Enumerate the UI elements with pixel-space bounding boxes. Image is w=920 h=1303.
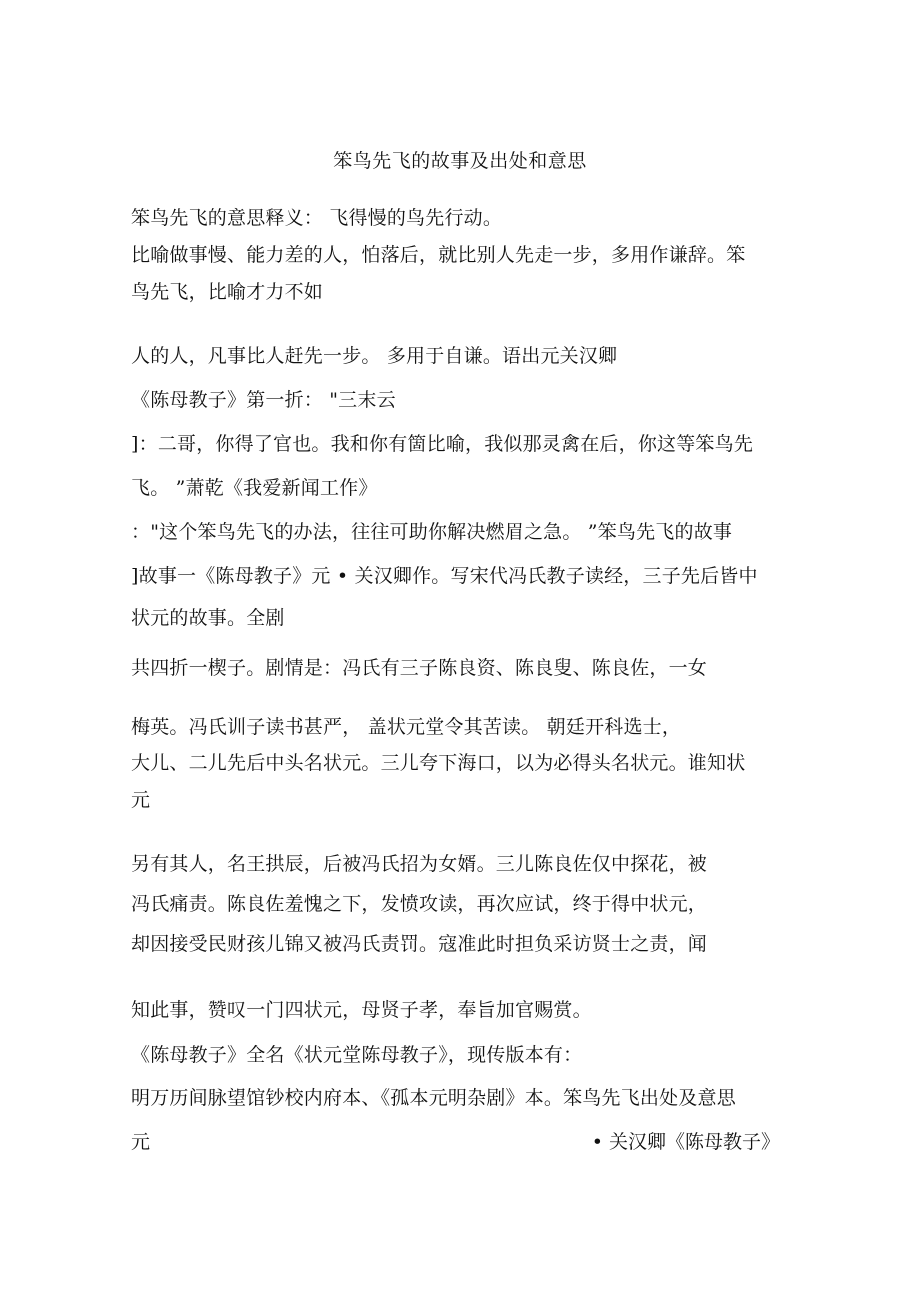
text-line: 《陈母教子》第一折： "三末云 bbox=[131, 389, 396, 411]
text-line: 元 bbox=[131, 789, 151, 811]
text-line: 飞。 ”萧乾《我爱新闻工作》 bbox=[131, 477, 378, 499]
text-line: 明万历间脉望馆钞校内府本、《孤本元明杂剧》本。笨鸟先飞出处及意思 bbox=[131, 1087, 736, 1109]
document-title: 笨鸟先飞的故事及出处和意思 bbox=[333, 150, 587, 172]
text-line: 《陈母教子》全名《状元堂陈母教子》，现传版本有： bbox=[131, 1044, 583, 1066]
text-line: ]故事一《陈母教子》元 • 关汉卿作。写宋代冯氏教子读经，三子先后皆中 bbox=[131, 565, 758, 587]
text-line: ]：二哥，你得了官也。我和你有箇比喻，我似那灵禽在后，你这等笨鸟先 bbox=[131, 433, 754, 455]
text-line: 另有其人，名王拱辰，后被冯氏招为女婿。三儿陈良佐仅中探花，被 bbox=[131, 853, 708, 875]
text-line: ："这个笨鸟先飞的办法，往往可助你解决燃眉之急。 ”笨鸟先飞的故事 bbox=[131, 521, 733, 543]
text-line: 冯氏痛责。陈良佐羞愧之下，发愤攻读，再次应试，终于得中状元， bbox=[131, 893, 708, 915]
text-line: 比喻做事慢、能力差的人，怕落后，就比别人先走一步，多用作谦辞。笨 bbox=[131, 244, 746, 266]
text-line: 大儿、二儿先后中头名状元。三儿夸下海口，以为必得头名状元。谁知状 bbox=[131, 752, 746, 774]
text-line-right: • 关汉卿《陈母教子》 bbox=[591, 1131, 780, 1153]
text-line: 梅英。冯氏训子读书甚严， 盖状元堂令其苦读。 朝廷开科选士， bbox=[131, 716, 682, 738]
text-line: 却因接受民财孩儿锦又被冯氏责罚。寇准此时担负采访贤士之责，闻 bbox=[131, 933, 708, 955]
text-line: 知此事，赞叹一门四状元，母贤子孝，奉旨加官赐赏。 bbox=[131, 999, 592, 1021]
text-line: 鸟先飞，比喻才力不如 bbox=[131, 281, 324, 303]
text-line: 人的人，凡事比人赶先一步。 多用于自谦。语出元关汉卿 bbox=[131, 345, 618, 367]
text-line: 元 bbox=[131, 1131, 151, 1153]
text-line: 状元的故事。全剧 bbox=[131, 607, 285, 629]
text-line: 笨鸟先飞的意思释义： 飞得慢的鸟先行动。 bbox=[131, 207, 503, 229]
text-line: 共四折一楔子。剧情是：冯氏有三子陈良资、陈良叟、陈良佐，一女 bbox=[131, 657, 708, 679]
